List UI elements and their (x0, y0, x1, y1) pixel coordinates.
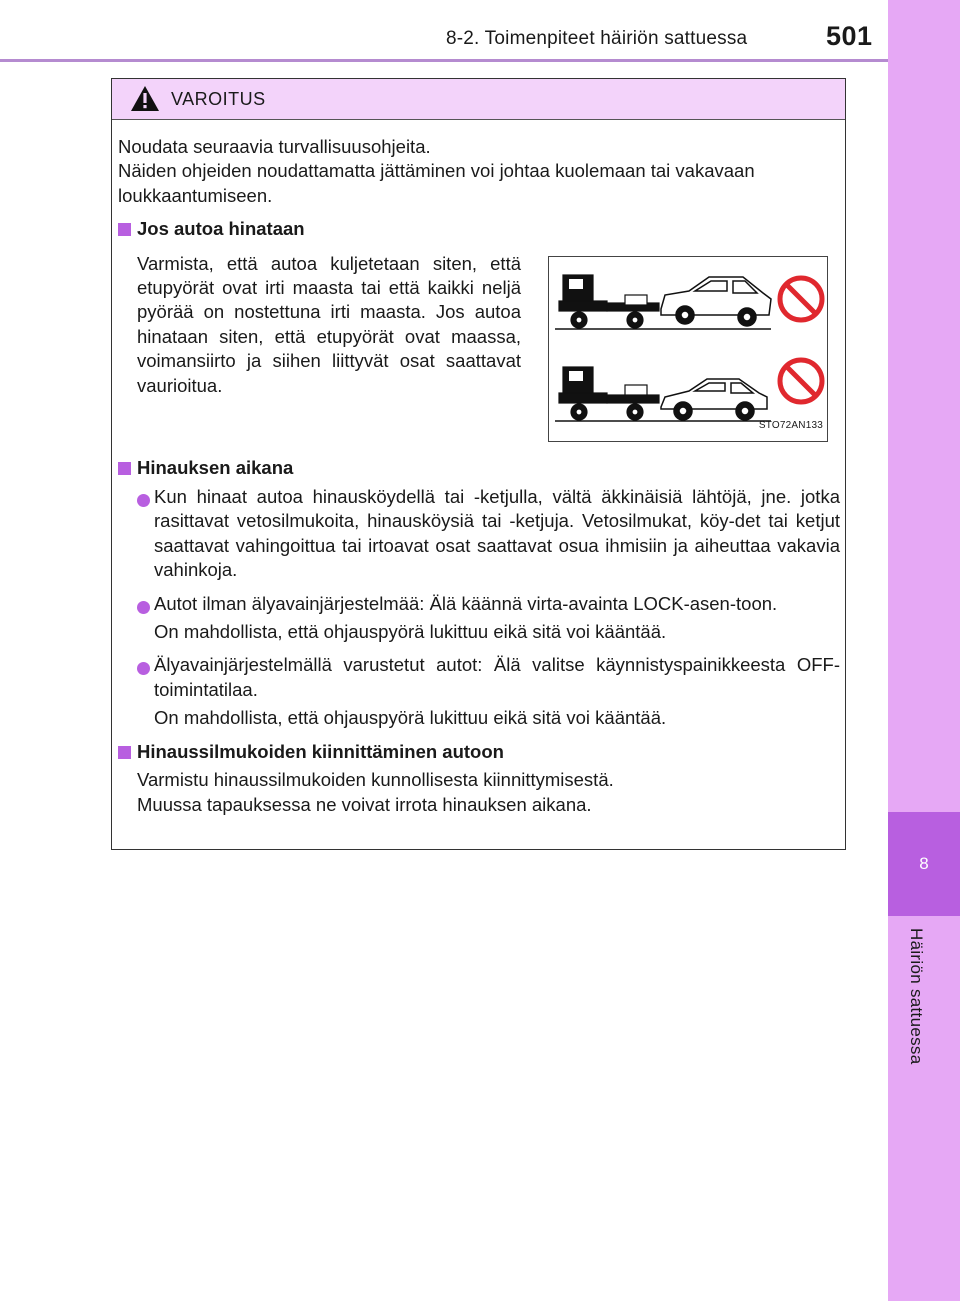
warning-intro-2: Näiden ohjeiden noudattamatta jättäminen voi johtaa kuolemaan tai vakavaan loukkaantumiseen. (118, 160, 755, 206)
illustration-code: STO72AN133 (758, 420, 823, 432)
warning-header (112, 79, 845, 120)
section-heading-during-towing: Hinauksen aikana (118, 456, 840, 480)
warning-intro: Noudata seuraavia turvallisuusohjeita. (118, 136, 431, 157)
tow-eyelet-line-2: Muussa tapauksessa ne voivat irrota hinauksen aikana. (137, 793, 592, 815)
section-heading-towing: Jos autoa hinataan (118, 217, 840, 241)
chapter-side-tab (888, 0, 960, 1301)
prohibited-icon-2 (780, 360, 822, 402)
prohibited-icon (780, 278, 822, 320)
header-rule (0, 59, 888, 62)
towing-diagram (549, 257, 827, 441)
square-bullet-icon (118, 746, 131, 759)
towing-block (118, 242, 840, 450)
truck-icon-2 (559, 367, 659, 420)
list-item: Kun hinaat autoa hinausköydellä tai -ketjulla, vältä äkkinäisiä lähtöjä, jne. jotka rasittavat vetosilmukoita, hinausköysiä tai -ketjuja. Vetosilmukat, köy-det tai ketjut saattavat vahingoittua tai irtoavat osat saattavat osua ihmisiin ja aiheuttaa vakavia vahinkoja. (118, 485, 840, 583)
chapter-number: 8 (888, 812, 960, 916)
square-bullet-icon (118, 223, 131, 236)
car-icon-2 (661, 379, 767, 420)
round-bullet-icon (137, 592, 154, 605)
round-bullet-icon (137, 485, 154, 498)
page-number: 501 (826, 21, 873, 51)
square-bullet-icon (118, 462, 131, 475)
towing-text: Varmista, että autoa kuljetetaan siten, että etupyörät ovat irti maasta tai että kaikki neljä pyörää on nostettuna irti maasta. Jos autoa hinataan siten, että etupyörät ovat maassa, voimansiirto ja siihen liittyvät osat saattavat vaurioitua. (137, 252, 521, 396)
truck-icon (559, 275, 659, 328)
section-title: 8-2. Toimenpiteet häiriön sattuessa (446, 28, 748, 49)
round-bullet-icon (137, 653, 154, 666)
warning-triangle-icon (130, 85, 160, 112)
section-heading-tow-eyelet: Hinaussilmukoiden kiinnittäminen autoon (118, 740, 840, 764)
warning-box (111, 78, 846, 850)
list-item: Autot ilman älyavainjärjestelmää: Älä käännä virta-avainta LOCK-asen-toon. On mahdollista, että ohjauspyörä lukittuu eikä sitä voi kääntää. (118, 592, 840, 645)
list-item: Älyavainjärjestelmällä varustetut autot: Älä valitse käynnistyspainikkeesta OFF-toimintatilaa. On mahdollista, että ohjauspyörä lukittuu eikä sitä voi kääntää. (118, 653, 840, 730)
towing-illustration (548, 256, 828, 442)
tow-eyelet-line-1: Varmistu hinaussilmukoiden kunnollisesta kiinnittymisestä. (137, 769, 614, 791)
chapter-label: Häiriön sattuessa (907, 928, 926, 1065)
car-icon (661, 277, 771, 326)
warning-label: VAROITUS (171, 89, 266, 109)
warning-content (118, 135, 840, 817)
